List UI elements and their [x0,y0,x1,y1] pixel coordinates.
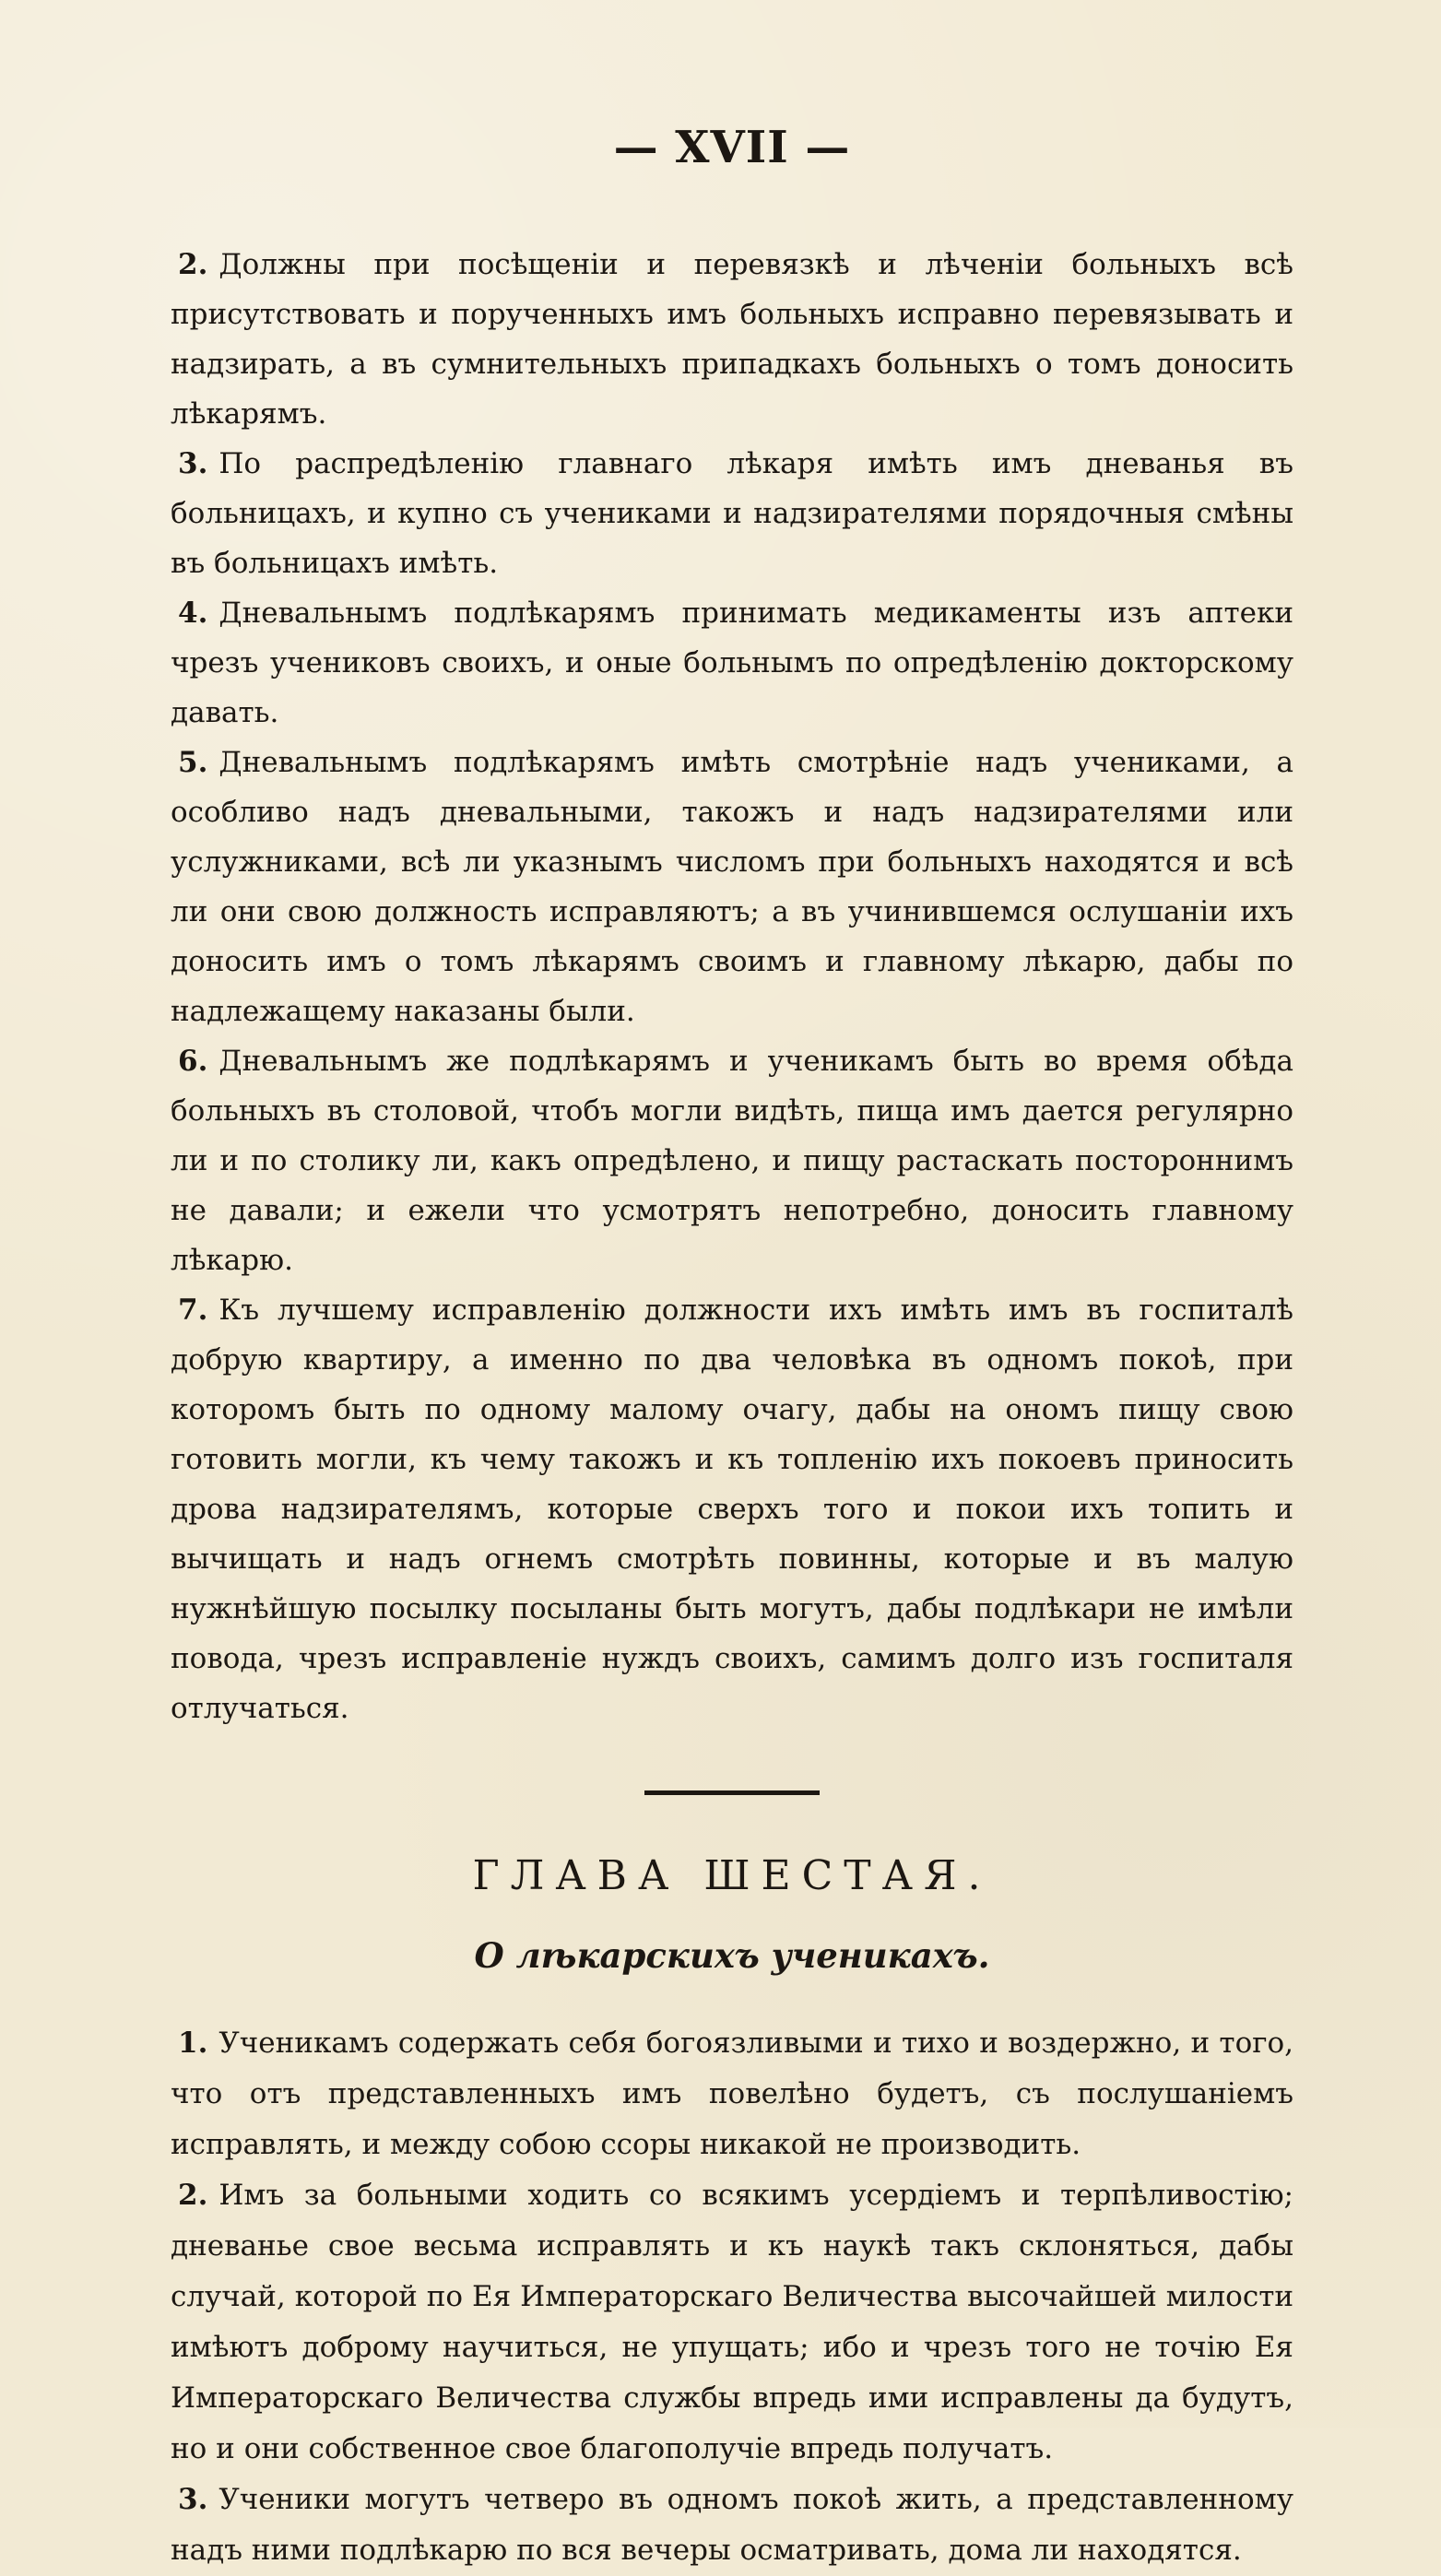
paragraph-text: Должны при посѣщеніи и перевязкѣ и лѣченіи больныхъ всѣ присутствовать и порученныхъ имъ больныхъ исправно перевязывать и надзирать, а въ сумнительныхъ припадкахъ больныхъ о томъ доносить лѣкарямъ. [171,248,1293,431]
chapter-title: ГЛАВА ШЕСТАЯ. [472,1852,992,1899]
chapter-body [171,2018,1293,2576]
section-paragraphs-a [171,240,1293,1733]
paragraph-text: Ученикамъ содержать себя богоязливыми и тихо и воздержно, и того, что отъ представленныхъ имъ повелѣно будетъ, съ послушаніемъ исправлять, и между собою ссоры никакой не производить. [171,2027,1293,2161]
paragraph [171,2170,1293,2475]
paragraph-number: 2. [178,248,208,281]
paragraph-number: 3. [178,2483,208,2516]
paragraph-number: 3. [178,447,208,480]
paragraph-text: По распредѣленію главнаго лѣкаря имѣть имъ дневанья въ больницахъ, и купно съ учениками и надзирателями порядочныя смѣны въ больницахъ имѣть. [171,447,1293,580]
paragraph-number: 2. [178,2179,208,2212]
paragraph [171,1285,1293,1733]
paragraph-number: 6. [178,1045,208,1078]
paragraph [171,2018,1293,2170]
paragraph-text: Къ лучшему исправленію должности ихъ имѣть имъ въ госпиталѣ добрую квартиру, а именно по два человѣка въ одномъ покоѣ, при которомъ быть по одному малому очагу, дабы на ономъ пищу свою готовить могли, къ чему такожъ и къ топленію ихъ покоевъ приносить дрова надзирателямъ, которые сверхъ того и покои ихъ топить и вычищать и надъ огнемъ смотрѣть повинны, которые и въ малую нужнѣйшую посылку посыланы быть могутъ, дабы подлѣкари не имѣли повода, чрезъ исправленіе нуждъ своихъ, самимъ долго изъ госпиталя отлучаться. [171,1294,1293,1725]
paragraph [171,1036,1293,1285]
paragraph [171,2475,1293,2576]
paragraph-text: Имъ за больными ходить со всякимъ усердіемъ и терпѣливостію; дневанье свое весьма исправлять и къ наукѣ такъ склоняться, дабы случай, которой по Ея Императорскаго Величества высочайшей милости имѣютъ доброму научиться, не упущать; ибо и чрезъ того не точію Ея Императорскаго Величества службы впредь ими исправлены да будутъ, но и они собственное свое благополучіе впредь получатъ. [171,2179,1293,2465]
chapter-separator [644,1790,820,1795]
paragraph-number: 4. [178,597,208,630]
paragraph [171,738,1293,1036]
chapter-subtitle: О лѣкарскихъ ученикахъ. [474,1935,990,1976]
paragraph [171,439,1293,588]
paragraph-number: 5. [178,746,208,779]
paragraph-number: 7. [178,1294,208,1327]
paragraph-text: Ученики могутъ четверо въ одномъ покоѣ жить, а представленному надъ ними подлѣкарю по вся вечеры осматривать, дома ли находятся. [171,2483,1293,2567]
paragraph [171,240,1293,439]
paragraph [171,588,1293,738]
paragraph-text: Дневальнымъ подлѣкарямъ принимать медикаменты изъ аптеки чрезъ учениковъ своихъ, и оные больнымъ по опредѣленію докторскому давать. [171,597,1293,729]
paragraph-text: Дневальнымъ же подлѣкарямъ и ученикамъ быть во время обѣда больныхъ въ столовой, чтобъ могли видѣть, пища имъ дается регулярно ли и по столику ли, какъ опредѣлено, и пищу растаскать постороннимъ не давали; и ежели что усмотрятъ непотребно, доносить главному лѣкарю. [171,1045,1293,1277]
paragraph-text: Дневальнымъ подлѣкарямъ имѣть смотрѣніе надъ учениками, а особливо надъ дневальными, такожъ и надъ надзирателями или услужниками, всѣ ли указнымъ числомъ при больныхъ находятся и всѣ ли они свою должность исправляютъ; а въ учинившемся ослушаніи ихъ доносить имъ о томъ лѣкарямъ своимъ и главному лѣкарю, дабы по надлежащему наказаны были. [171,746,1293,1028]
page-number: — XVII — [613,122,851,173]
paragraph-number: 1. [178,2027,208,2060]
